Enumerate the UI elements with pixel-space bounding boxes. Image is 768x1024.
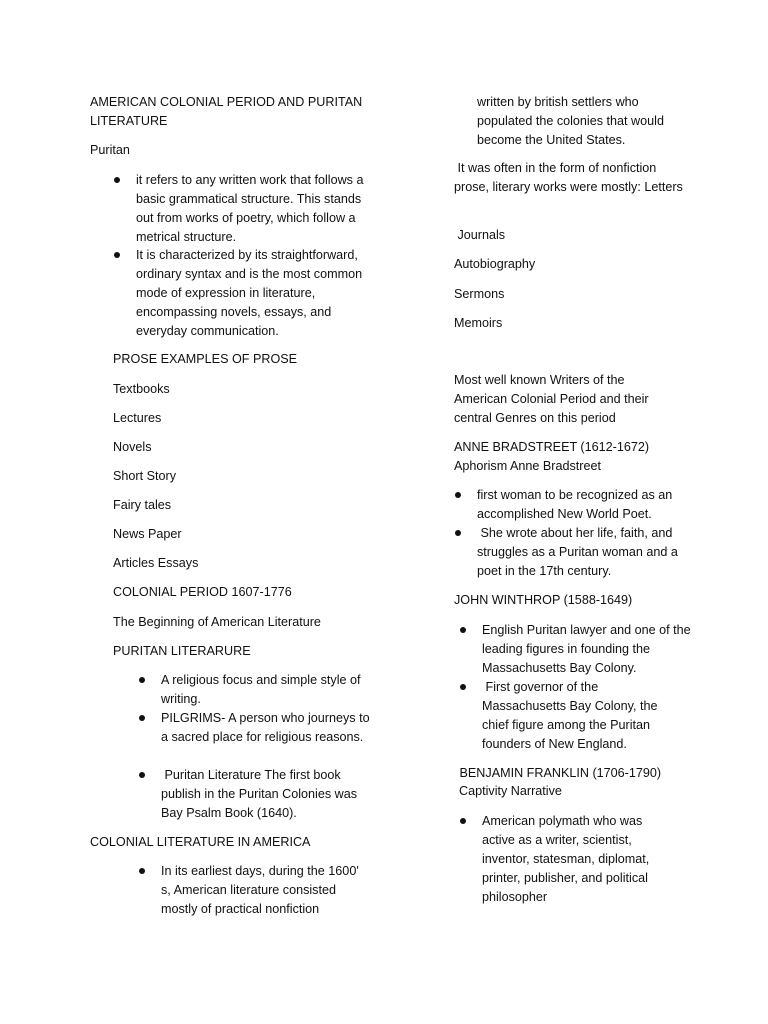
bullet-icon [455,530,461,536]
nonfiction-intro: It was often in the form of nonfiction prose, literary works were mostly: Letters [454,161,683,194]
bullet-icon [114,177,120,183]
continuation-text: written by british settlers who populated the colonies that would become the United States. [477,95,664,147]
colonial-period-heading: COLONIAL PERIOD 1607-1776 [113,585,292,599]
franklin-name: BENJAMIN FRANKLIN (1706-1790) [456,766,662,780]
winthrop-bullet: First governor of the Massachusetts Bay Colony, the chief figure among the Puritan founders of New England. [482,680,661,751]
puritan-bullet: It is characterized by its straightforward, ordinary syntax and is the most common mode of expression in literature, encompassing novels, essays, and everyday communication. [136,248,363,338]
puritan-literature-bullet: Puritan Literature The first book publish in the Puritan Colonies was Bay Psalm Book (1640). [161,768,361,820]
bullet-icon [114,252,120,258]
winthrop-bullet: English Puritan lawyer and one of the leading figures in founding the Massachusetts Bay Colony. [482,623,691,675]
prose-example: Textbooks [113,382,170,396]
literary-form: Journals [454,228,506,242]
bradstreet-genre: Aphorism Anne Bradstreet [454,459,602,473]
bradstreet-name: ANNE BRADSTREET (1612-1672) [454,440,650,454]
bullet-icon [139,868,145,874]
bullet-icon [460,684,466,690]
franklin-genre: Captivity Narrative [459,784,562,798]
colonial-literature-heading: COLONIAL LITERATURE IN AMERICA [90,835,311,849]
literary-form: Sermons [454,287,505,301]
literary-form: Memoirs [454,316,503,330]
bullet-icon [139,772,145,778]
prose-example: Novels [113,440,152,454]
prose-example: Fairy tales [113,498,172,512]
puritan-label: Puritan [90,143,130,157]
prose-examples-label: PROSE EXAMPLES OF PROSE [113,352,298,366]
prose-example: Short Story [113,469,176,483]
franklin-bullet: American polymath who was active as a writer, scientist, inventor, statesman, diplomat, printer, publisher, and political philosopher [482,814,650,904]
bullet-icon [460,818,466,824]
puritan-literature-label: PURITAN LITERARURE [113,644,251,658]
prose-example: Articles Essays [113,556,199,570]
bradstreet-bullet: She wrote about her life, faith, and struggles as a Puritan woman and a poet in the 17th century. [477,526,682,578]
puritan-literature-bullet: PILGRIMS- A person who journeys to a sacred place for religious reasons. [161,711,370,744]
prose-example: Lectures [113,411,162,425]
main-heading: AMERICAN COLONIAL PERIOD AND PURITAN LITERATURE [90,95,363,128]
bullet-icon [455,492,461,498]
beginning-text: The Beginning of American Literature [113,615,321,629]
literary-form: Autobiography [454,257,536,271]
bullet-icon [139,715,145,721]
colonial-literature-bullet: In its earliest days, during the 1600' s, American literature consisted mostly of practical nonfiction [161,864,359,916]
writers-intro: Most well known Writers of the American Colonial Period and their central Genres on this period [454,373,649,425]
puritan-bullet: it refers to any written work that follows a basic grammatical structure. This stands out from works of poetry, which follow a metrical structure. [136,173,364,244]
prose-example: News Paper [113,527,182,541]
bradstreet-bullet: first woman to be recognized as an accomplished New World Poet. [477,488,673,521]
bullet-icon [460,627,466,633]
puritan-literature-bullet: A religious focus and simple style of writing. [161,673,361,706]
winthrop-name: JOHN WINTHROP (1588-1649) [454,593,633,607]
bullet-icon [139,677,145,683]
